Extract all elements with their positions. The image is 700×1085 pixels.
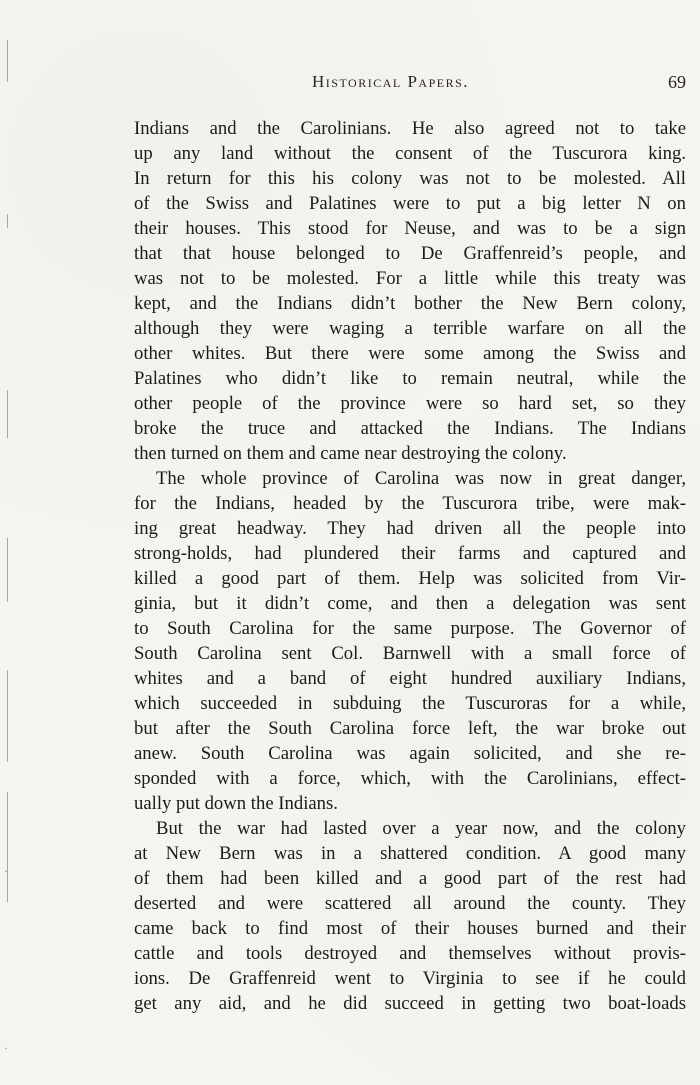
page-number: 69: [668, 72, 686, 92]
paragraph: [134, 116, 686, 466]
text-line: up any land without the consent of the Tuscurora king.: [134, 143, 686, 164]
text-line: then turned on them and came near destroying the colony.: [134, 443, 567, 464]
text-line: was not to be molested. For a little while this treaty was: [134, 268, 686, 289]
text-line: ually put down the Indians.: [134, 793, 338, 814]
paragraph: [134, 466, 686, 816]
text-line: broke the truce and attacked the Indians. The Indians: [134, 418, 686, 439]
text-line: to South Carolina for the same purpose. The Governor of: [134, 618, 686, 639]
text-line: ginia, but it didn’t come, and then a delegation was sent: [134, 593, 686, 614]
text-line: anew. South Carolina was again solicited, and she re-: [134, 743, 686, 764]
text-line: South Carolina sent Col. Barnwell with a small force of: [134, 643, 686, 664]
margin-mark: [7, 670, 8, 762]
text-line: killed a good part of them. Help was solicited from Vir-: [134, 568, 686, 589]
text-line: strong-holds, had plundered their farms and captured and: [134, 543, 686, 564]
text-line: of the Swiss and Palatines were to put a big letter N on: [134, 193, 686, 214]
margin-mark: [7, 214, 8, 228]
text-line: at New Bern was in a shattered condition. A good many: [134, 843, 686, 864]
text-line: get any aid, and he did succeed in getting two boat-loads: [134, 993, 686, 1014]
text-line: kept, and the Indians didn’t bother the New Bern colony,: [134, 293, 686, 314]
text-line: ing great headway. They had driven all the people into: [134, 518, 686, 539]
text-line: But the war had lasted over a year now, and the colony: [156, 818, 686, 839]
text-line: although they were waging a terrible warfare on all the: [134, 318, 686, 339]
text-line: cattle and tools destroyed and themselves without provis-: [134, 943, 686, 964]
running-title: Historical Papers.: [312, 72, 470, 91]
text-line: which succeeded in subduing the Tuscuroras for a while,: [134, 693, 686, 714]
margin-mark: [7, 390, 8, 438]
text-line: but after the South Carolina force left, the war broke out: [134, 718, 686, 739]
margin-dot: ·: [4, 864, 8, 878]
text-line: whites and a band of eight hundred auxiliary Indians,: [134, 668, 686, 689]
text-line: that that house belonged to De Graffenreid’s people, and: [134, 243, 686, 264]
text-line: In return for this his colony was not to be molested. All: [134, 168, 686, 189]
text-line: other people of the province were so hard set, so they: [134, 393, 686, 414]
text-line: ions. De Graffenreid went to Virginia to see if he could: [134, 968, 686, 989]
text-line: other whites. But there were some among the Swiss and: [134, 343, 686, 364]
margin-mark: [7, 538, 8, 602]
text-line: deserted and were scattered all around the county. They: [134, 893, 686, 914]
text-line: for the Indians, headed by the Tuscurora tribe, were mak-: [134, 493, 686, 514]
margin-dot: ·: [4, 1041, 8, 1055]
margin-mark: [7, 792, 8, 902]
text-line: their houses. This stood for Neuse, and was to be a sign: [134, 218, 686, 239]
text-line: Palatines who didn’t like to remain neutral, while the: [134, 368, 686, 389]
text-line: The whole province of Carolina was now in great danger,: [156, 468, 686, 489]
text-line: of them had been killed and a good part of the rest had: [134, 868, 686, 889]
body-text: [134, 116, 686, 1016]
text-line: Indians and the Carolinians. He also agreed not to take: [134, 118, 686, 139]
page-header: [134, 72, 686, 100]
text-line: came back to find most of their houses burned and their: [134, 918, 686, 939]
paragraph: [134, 816, 686, 1016]
margin-mark: [7, 40, 8, 82]
text-line: sponded with a force, which, with the Carolinians, effect-: [134, 768, 686, 789]
